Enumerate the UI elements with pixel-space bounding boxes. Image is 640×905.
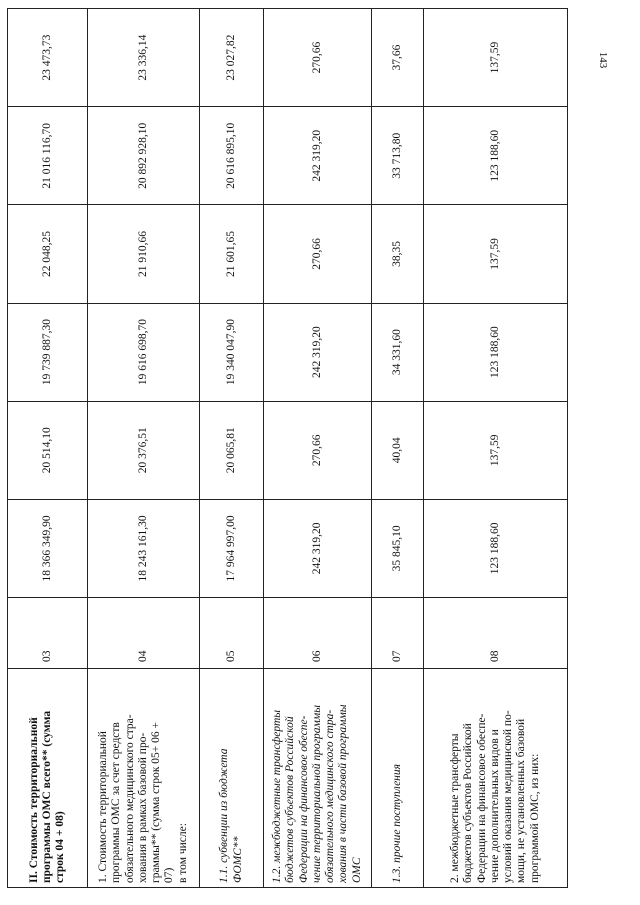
row-label-line: Федерации на финансовое обеспе-: [297, 715, 310, 883]
row-label-line: условий оказания медицинской по-: [502, 710, 515, 883]
value-cell: 35 845,10: [372, 499, 424, 597]
territorial-program-cost-table: [7, 8, 568, 888]
value-cell: 21 016 116,70: [8, 107, 88, 205]
value-cell: 270,66: [264, 401, 372, 499]
value-cell: 20 514,10: [8, 401, 88, 499]
value-cell: 34 331,60: [372, 303, 424, 401]
value-cell: 20 892 928,10: [88, 107, 200, 205]
row-label-line: ФОМС**: [231, 836, 244, 883]
row-code: 04: [88, 598, 200, 669]
value-cell: 23 473,73: [8, 9, 88, 107]
value-cell: 23 027,82: [200, 9, 264, 107]
row-label-line: 1.1. субвенции из бюджета: [218, 748, 231, 883]
row-label: [264, 669, 372, 888]
value-cell: 38,35: [372, 205, 424, 303]
value-cell: 17 964 997,00: [200, 499, 264, 597]
row-label-line: строк 04 + 08): [54, 811, 67, 883]
row-code: 08: [424, 598, 568, 669]
row-label-line: чение территориальной программы: [310, 704, 323, 883]
value-cell: 123 188,60: [424, 107, 568, 205]
value-cell: 22 048,25: [8, 205, 88, 303]
value-cell: 137,59: [424, 9, 568, 107]
row-label-line: 07): [163, 867, 176, 883]
value-cell: 270,66: [264, 205, 372, 303]
row-label-line: бюджетов субъектов Российской: [462, 723, 475, 883]
row-code: 03: [8, 598, 88, 669]
row-label: [88, 669, 200, 888]
value-cell: 19 616 698,70: [88, 303, 200, 401]
table-row: [372, 9, 424, 888]
row-label-line: 1.2. межбюджетные трансферты: [271, 709, 284, 883]
value-cell: 19 340 047,90: [200, 303, 264, 401]
value-cell: 137,59: [424, 205, 568, 303]
row-label-line: программой ОМС, из них:: [528, 753, 541, 883]
value-cell: 20 065,81: [200, 401, 264, 499]
value-cell: 18 366 349,90: [8, 499, 88, 597]
row-label-line: программы ОМС всего** (сумма: [40, 710, 53, 883]
row-label-line: программы ОМС за счет средств: [110, 722, 123, 883]
table-row: [8, 9, 88, 888]
row-code: 07: [372, 598, 424, 669]
row-label-line: бюджетов субъектов Российской: [284, 716, 297, 883]
row-label-line: обязательного медицинского стра-: [123, 714, 136, 883]
row-code: 05: [200, 598, 264, 669]
row-label-line: 1. Стоимость территориальной: [97, 731, 110, 883]
value-cell: 123 188,60: [424, 499, 568, 597]
row-label: [372, 669, 424, 888]
value-cell: 123 188,60: [424, 303, 568, 401]
value-cell: 33 713,80: [372, 107, 424, 205]
value-cell: 137,59: [424, 401, 568, 499]
row-label: [8, 669, 88, 888]
value-cell: 40,04: [372, 401, 424, 499]
row-code: 06: [264, 598, 372, 669]
row-label-line: 2. межбюджетные трансферты: [449, 733, 462, 883]
value-cell: 20 376,51: [88, 401, 200, 499]
row-label-line: ОМС: [350, 857, 363, 883]
row-label-line: мощи, не установленных базовой: [515, 718, 528, 883]
row-label-line: в том числе:: [176, 823, 189, 883]
row-label-line: хования в части базовой программы: [337, 704, 350, 883]
value-cell: 19 739 887,30: [8, 303, 88, 401]
table-row: [264, 9, 372, 888]
row-label-line: граммы** (сумма строк 05+ 06 +: [150, 721, 163, 883]
value-cell: 21 910,66: [88, 205, 200, 303]
row-label-line: Федерации на финансовое обеспе-: [475, 713, 488, 883]
value-cell: 18 243 161,30: [88, 499, 200, 597]
value-cell: 37,66: [372, 9, 424, 107]
value-cell: 242 319,20: [264, 499, 372, 597]
row-label-line: хования в рамках базовой про-: [136, 732, 149, 883]
row-label-line: обязательного медицинского стра-: [324, 709, 337, 883]
table-row: [88, 9, 200, 888]
value-cell: 270,66: [264, 9, 372, 107]
table-row: [424, 9, 568, 888]
rotated-page-content: [7, 8, 567, 888]
table-body: [8, 9, 568, 888]
row-label: [200, 669, 264, 888]
table-row: [200, 9, 264, 888]
value-cell: 23 336,14: [88, 9, 200, 107]
value-cell: 21 601,65: [200, 205, 264, 303]
row-label-line: 1.3. прочие поступления: [390, 764, 403, 883]
row-label-line: II. Стоимость территориальной: [27, 717, 40, 883]
row-label-line: чение дополнительных видов и: [488, 729, 501, 883]
value-cell: 242 319,20: [264, 107, 372, 205]
value-cell: 242 319,20: [264, 303, 372, 401]
page-number: 143: [597, 51, 609, 69]
value-cell: 20 616 895,10: [200, 107, 264, 205]
row-label: [424, 669, 568, 888]
